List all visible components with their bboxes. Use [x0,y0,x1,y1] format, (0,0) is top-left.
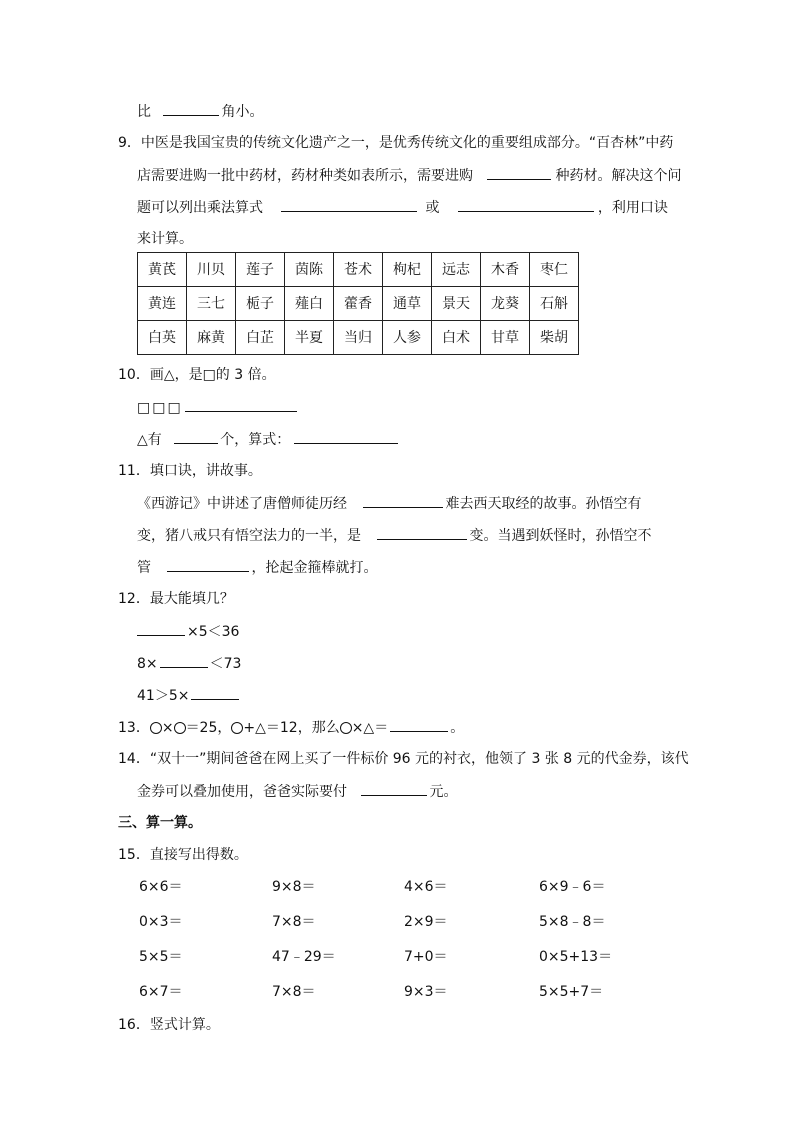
q10-blank-formula[interactable] [294,429,398,444]
q11-line3: 管 ，抡起金箍棒就打。 [137,557,377,578]
q8-blank[interactable] [163,101,219,116]
q9-line4: 来计算。 [137,231,193,247]
table-cell: 苍术 [334,253,383,287]
calc-item: 5×5＝ [139,949,183,965]
table-cell: 柴胡 [530,321,579,355]
calc-item: 7×8＝ [272,984,316,1000]
calc-item: 0×3＝ [139,914,183,930]
table-cell: 黄连 [138,287,187,321]
table-cell: 茵陈 [285,253,334,287]
circle-icon [150,722,162,734]
circle-icon [340,722,352,734]
q10-line2: △有 个，算式： [137,429,398,450]
calc-item: 6×9﹣6＝ [539,879,606,895]
calc-item: 7×8＝ [272,914,316,930]
q14-line2: 金券可以叠加使用，爸爸实际要付 元。 [137,781,457,802]
q11-title: 11．填口诀，讲故事。 [118,463,262,479]
calc-item: 5×8﹣8＝ [539,914,606,930]
q8-tail: 比 角小。 [137,101,263,122]
q12-title: 12．最大能填几？ [118,591,234,607]
q12-blank-3[interactable] [191,685,239,700]
q11-blank-3[interactable] [167,557,249,572]
table-row [138,287,579,321]
q11-blank-1[interactable] [363,493,443,508]
table-cell: 藿香 [334,287,383,321]
q12-blank-1[interactable] [137,621,185,636]
table-cell: 白芷 [236,321,285,355]
q14-blank[interactable] [361,781,427,796]
q12-l3: 41＞5× [137,685,239,706]
calc-item: 9×3＝ [404,984,448,1000]
q12-l2: 8× ＜73 [137,653,241,674]
q10-squares-line [137,397,297,418]
calc-item: 6×6＝ [139,879,183,895]
q10-draw-blank[interactable] [185,397,297,412]
table-cell: 石斛 [530,287,579,321]
table-cell: 人参 [383,321,432,355]
table-cell: 白英 [138,321,187,355]
circle-icon [174,722,186,734]
q10-title: 10．画△，是□的 3 倍。 [118,367,276,383]
calc-item: 2×9＝ [404,914,448,930]
q10-blank-count[interactable] [174,429,218,444]
herb-table [137,252,579,355]
calc-item: 9×8＝ [272,879,316,895]
circle-icon [231,722,243,734]
table-cell: 栀子 [236,287,285,321]
table-row [138,253,579,287]
table-cell: 龙葵 [481,287,530,321]
table-cell: 枸杞 [383,253,432,287]
table-cell: 通草 [383,287,432,321]
q12-l1: ×5＜36 [137,621,239,642]
q16-title: 16．竖式计算。 [118,1017,220,1033]
table-row [138,321,579,355]
table-cell: 三七 [187,287,236,321]
table-cell: 甘草 [481,321,530,355]
calc-item: 6×7＝ [139,984,183,1000]
q11-line2: 变，猪八戒只有悟空法力的一半，是 变。当遇到妖怪时，孙悟空不 [137,525,651,546]
q13-blank[interactable] [390,717,448,732]
calc-item: 0×5+13＝ [539,949,613,965]
q11-blank-2[interactable] [377,525,467,540]
q13-line: 13． × ＝25， +△＝12，那么 ×△＝ 。 [118,717,464,738]
q9-line3: 题可以列出乘法算式 或 ，利用口诀 [137,197,668,218]
q11-line1: 《西游记》中讲述了唐僧师徒历经 难去西天取经的故事。孙悟空有 [137,493,641,514]
q9-blank-formula1[interactable] [281,197,417,212]
calc-item: 5×5+7＝ [539,984,604,1000]
q14-line1: 14．“双十一”期间爸爸在网上买了一件标价 96 元的衬衣，他领了 3 张 8 元的代金券，该代 [118,751,689,767]
table-cell: 木香 [481,253,530,287]
table-cell: 当归 [334,321,383,355]
table-cell: 麻黄 [187,321,236,355]
q10-squares: □□□ [137,400,183,416]
calc-item: 4×6＝ [404,879,448,895]
q9-line1: 9．中医是我国宝贵的传统文化遗产之一，是优秀传统文化的重要组成部分。“百杏林”中药 [118,135,674,151]
q9-line2: 店需要进购一批中药材，药材种类如表所示，需要进购 种药材。解决这个问 [137,165,681,186]
table-cell: 黄芪 [138,253,187,287]
table-cell: 白术 [432,321,481,355]
table-cell: 莲子 [236,253,285,287]
table-cell: 薤白 [285,287,334,321]
table-cell: 远志 [432,253,481,287]
section-heading: 三、算一算。 [118,815,202,831]
calc-item: 47﹣29＝ [272,949,336,965]
calc-item: 7+0＝ [404,949,448,965]
table-cell: 枣仁 [530,253,579,287]
q15-title: 15．直接写出得数。 [118,847,248,863]
table-cell: 半夏 [285,321,334,355]
q9-blank-count[interactable] [487,165,551,180]
table-cell: 川贝 [187,253,236,287]
q12-blank-2[interactable] [160,653,208,668]
q9-blank-formula2[interactable] [458,197,594,212]
table-cell: 景天 [432,287,481,321]
